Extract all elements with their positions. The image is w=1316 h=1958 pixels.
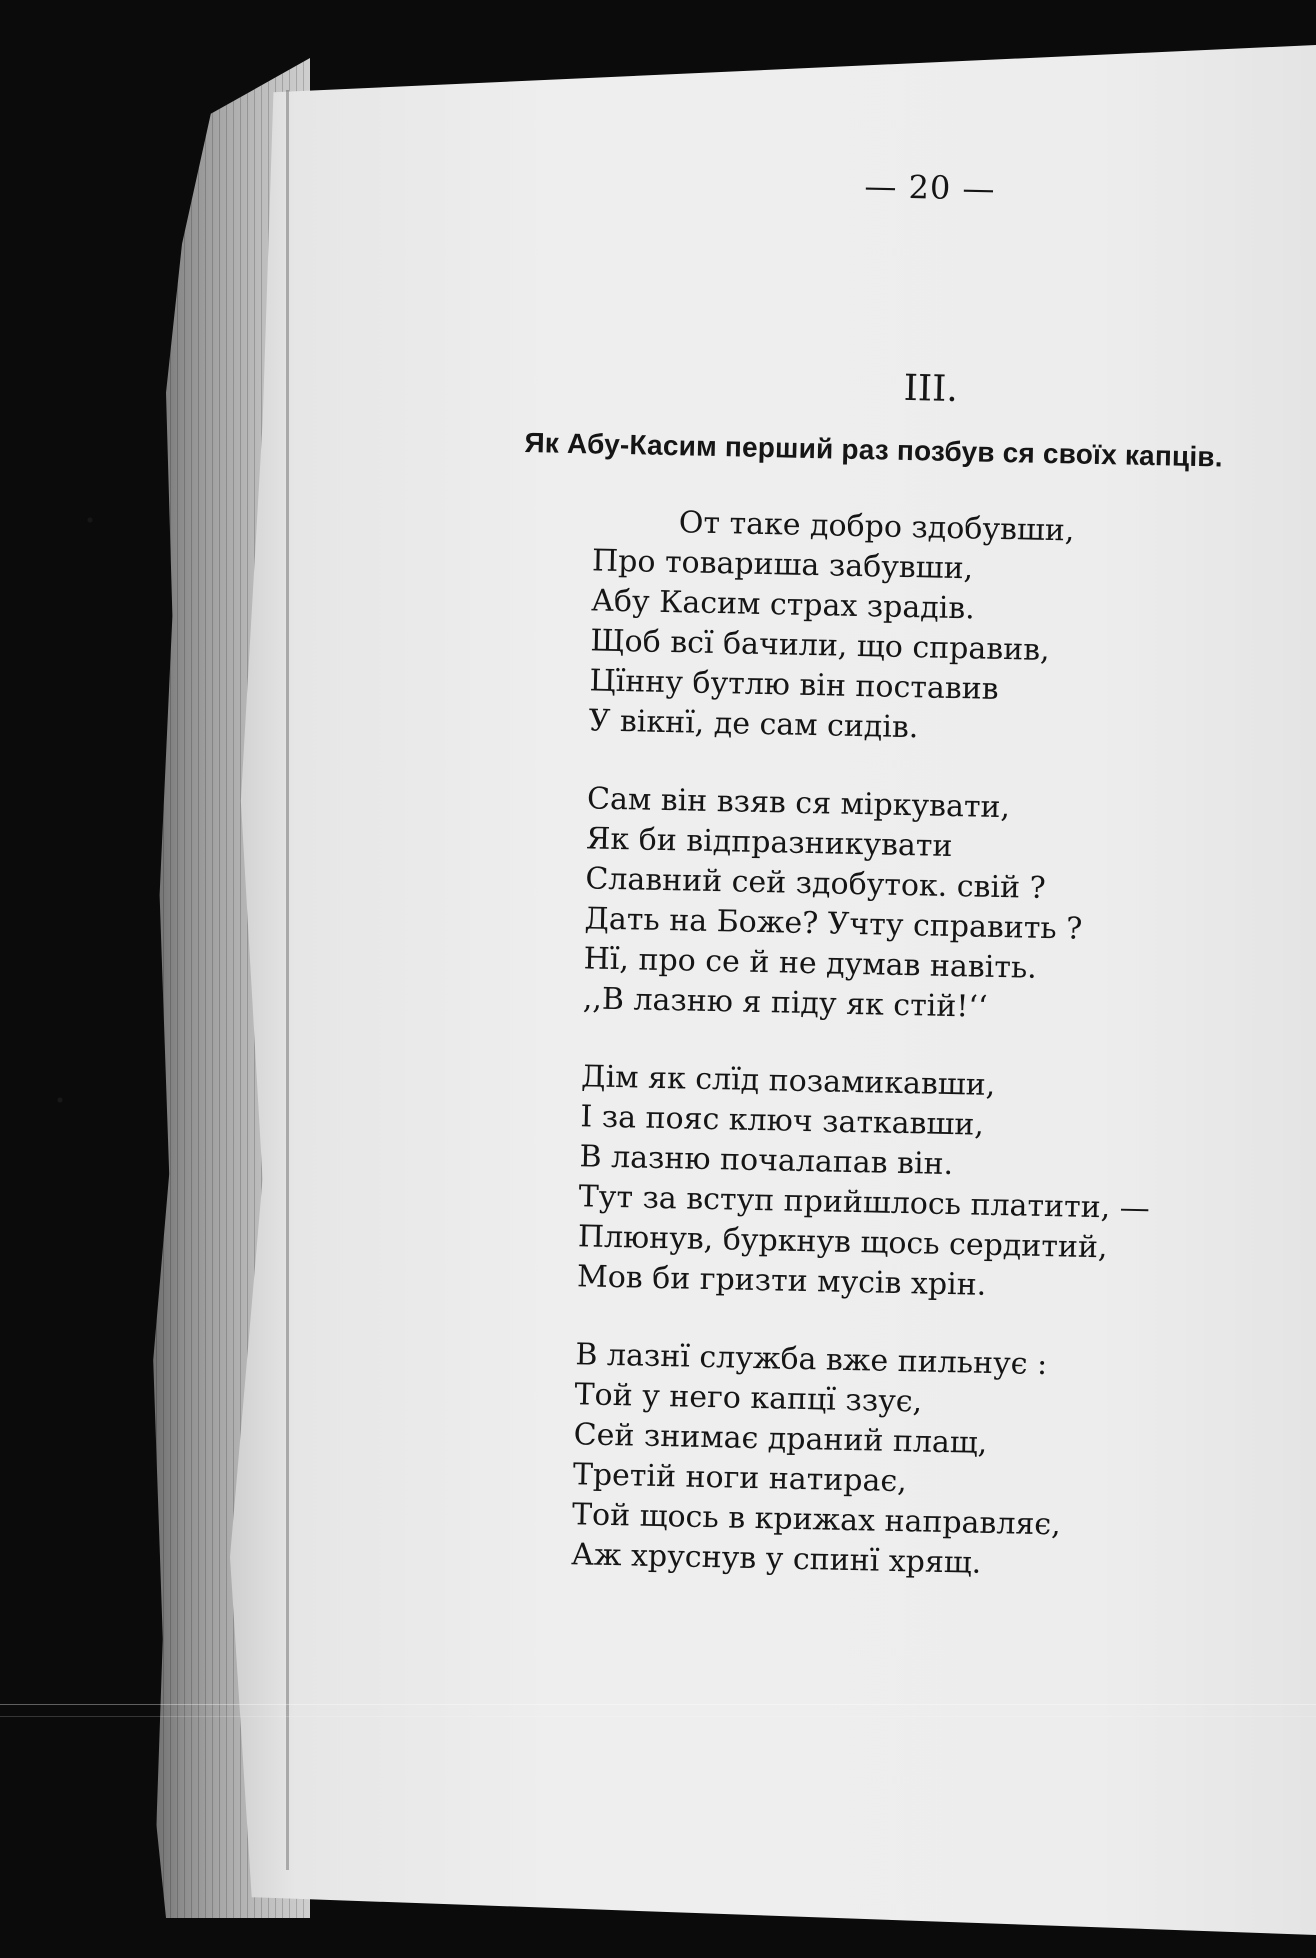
section-numeral: III. — [903, 367, 959, 411]
poem-line: Той у него капцї ззує, — [574, 1377, 923, 1420]
poem-line: Дім як слїд позамикавши, — [580, 1059, 996, 1103]
poem-line: Цїнну бутлю він поставив — [589, 663, 999, 707]
poem-line: Дать на Боже? Учту справить ? — [584, 901, 1083, 947]
page-number: — 20 — — [864, 167, 996, 208]
poem-line: Абу Касим страх зрадів. — [590, 583, 976, 627]
poem-line: ,,В лазню я піду як стій!‘‘ — [582, 981, 988, 1025]
poem-line: Сей знимає драний плащ, — [573, 1417, 988, 1461]
poem-line: Аж хруснув у спинї хрящ. — [570, 1537, 982, 1581]
stanza — [582, 779, 1227, 1032]
poem-line: Мов би гризти мусів хрін. — [576, 1259, 987, 1303]
poem-line: У вікнї, де сам сидів. — [588, 703, 919, 746]
poem-line: В лазню почалапав він. — [579, 1139, 954, 1183]
poem-line: Сам він взяв ся міркувати, — [586, 781, 1011, 826]
poem-line: Щоб всї бачили, що справив, — [590, 623, 1050, 669]
stanza — [577, 1057, 1222, 1310]
poem-line: От таке добро здобувши, — [678, 505, 1075, 549]
poem-line: І за пояс ключ заткавши, — [580, 1099, 985, 1143]
poem — [570, 501, 1233, 1626]
poem-line: Як би відпразникувати — [585, 821, 953, 865]
poem-line: Про товариша забувши, — [591, 543, 974, 587]
poem-line: Нї, про се й не думав навіть. — [583, 941, 1038, 986]
poem-line: В лазнї служба вже пильнує : — [575, 1337, 1048, 1383]
poem-line: Славний сей здобуток. свій ? — [585, 861, 1047, 906]
poem-line: Тут за вступ прийшлось платити, — — [578, 1179, 1151, 1227]
stanza — [588, 501, 1233, 754]
poem-line: Третій ноги натирає, — [572, 1457, 908, 1500]
poem-line: Плюнув, буркнув щось сердитий, — [577, 1219, 1108, 1266]
stanza — [571, 1335, 1216, 1588]
chapter-title: Як Абу-Касим перший раз позбув ся своїх капців. — [524, 426, 1224, 473]
poem-line: Той щось в крижах направляє, — [571, 1497, 1062, 1543]
